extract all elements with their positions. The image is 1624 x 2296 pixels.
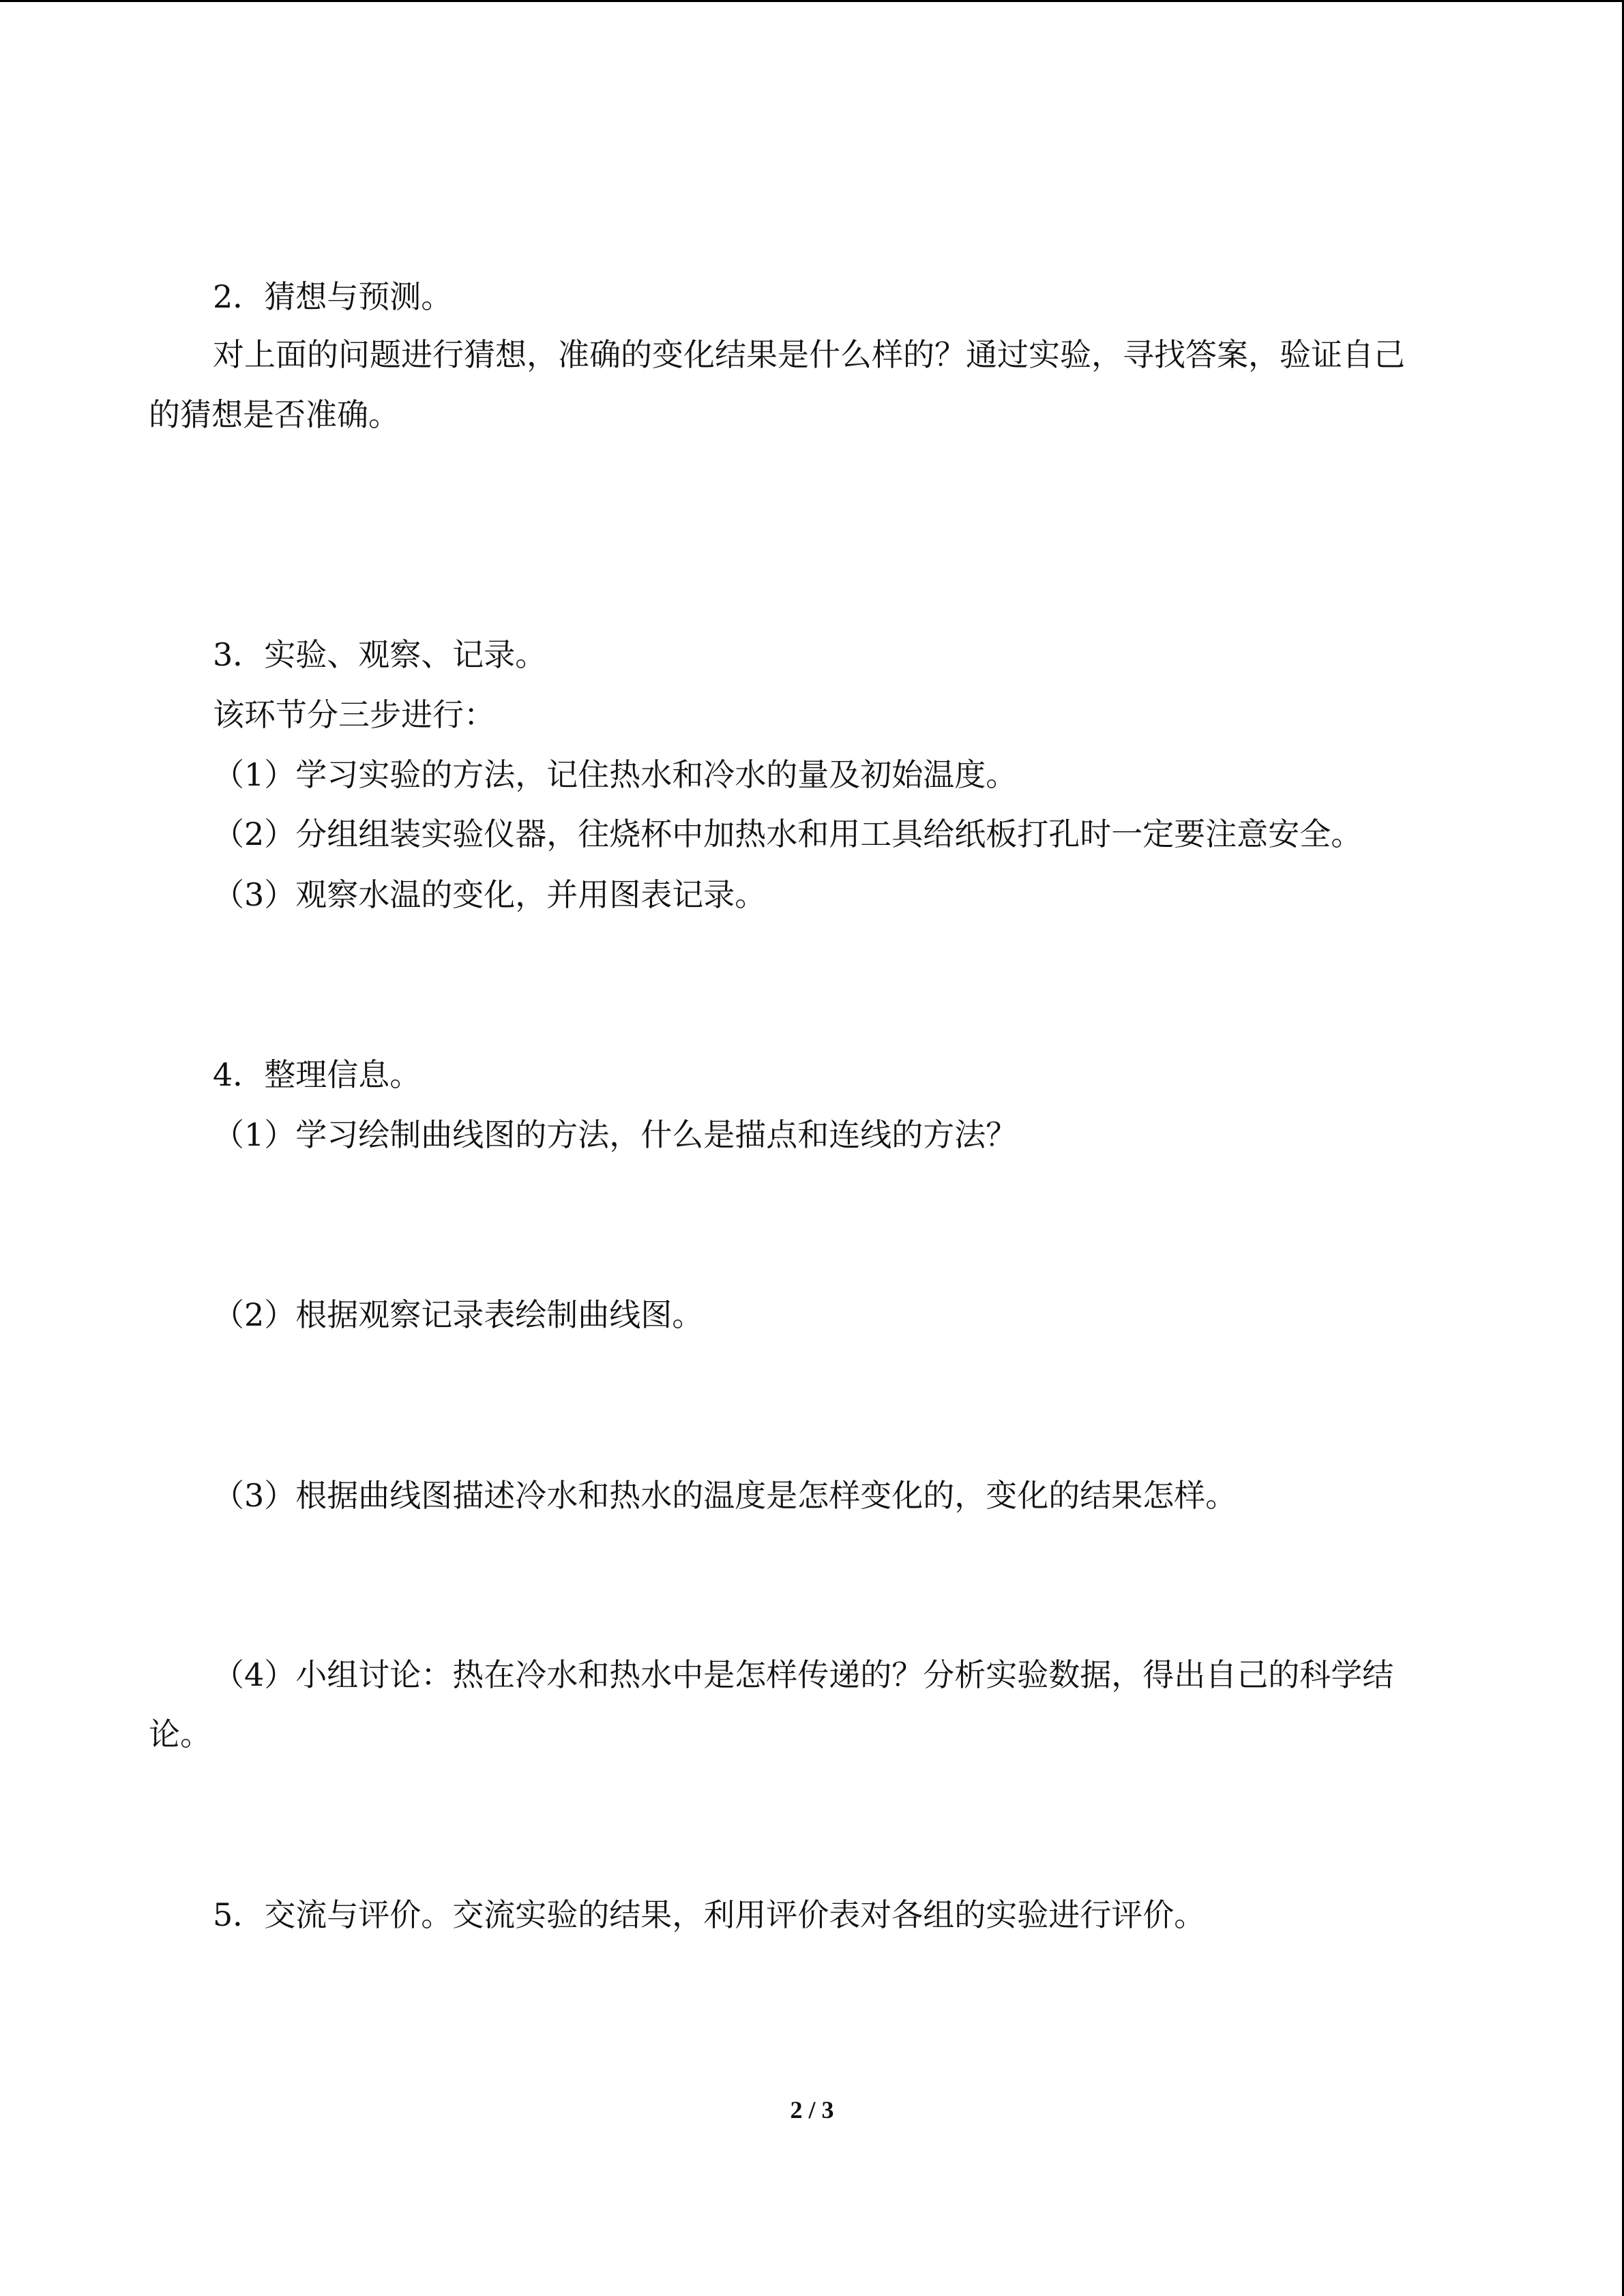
section-5-text: 5．交流与评价。交流实验的结果，利用评价表对各组的实验进行评价。 (213, 1896, 1206, 1933)
section-3-step-1: （1）学习实验的方法，记住热水和冷水的量及初始温度。 (213, 756, 1018, 793)
section-4-item-1: （1）学习绘制曲线图的方法，什么是描点和连线的方法？ (213, 1116, 1018, 1153)
page-border-top (0, 0, 1624, 2)
section-2-paragraph-line-1: 对上面的问题进行猜想，准确的变化结果是什么样的？通过实验，寻找答案，验证自己 (213, 336, 1405, 373)
section-4-item-4-line-1: （4）小组讨论：热在冷水和热水中是怎样传递的？分析实验数据，得出自己的科学结 (213, 1656, 1394, 1693)
section-4-item-2: （2）根据观察记录表绘制曲线图。 (213, 1296, 704, 1333)
section-4-heading: 4．整理信息。 (213, 1056, 422, 1093)
section-2-heading: 2．猜想与预测。 (213, 278, 453, 315)
section-3-intro: 该环节分三步进行： (213, 696, 495, 733)
section-4-item-3: （3）根据曲线图描述冷水和热水的温度是怎样变化的，变化的结果怎样。 (213, 1477, 1237, 1514)
section-2-paragraph-line-2: 的猜想是否准确。 (149, 396, 400, 433)
section-3-step-3: （3）观察水温的变化，并用图表记录。 (213, 876, 767, 913)
section-3-heading: 3．实验、观察、记录。 (213, 636, 547, 673)
page-number: 2 / 3 (790, 2096, 834, 2123)
section-4-item-4-line-2: 论。 (149, 1716, 211, 1753)
section-3-step-2: （2）分组组装实验仪器，往烧杯中加热水和用工具给纸板打孔时一定要注意安全。 (213, 816, 1363, 852)
